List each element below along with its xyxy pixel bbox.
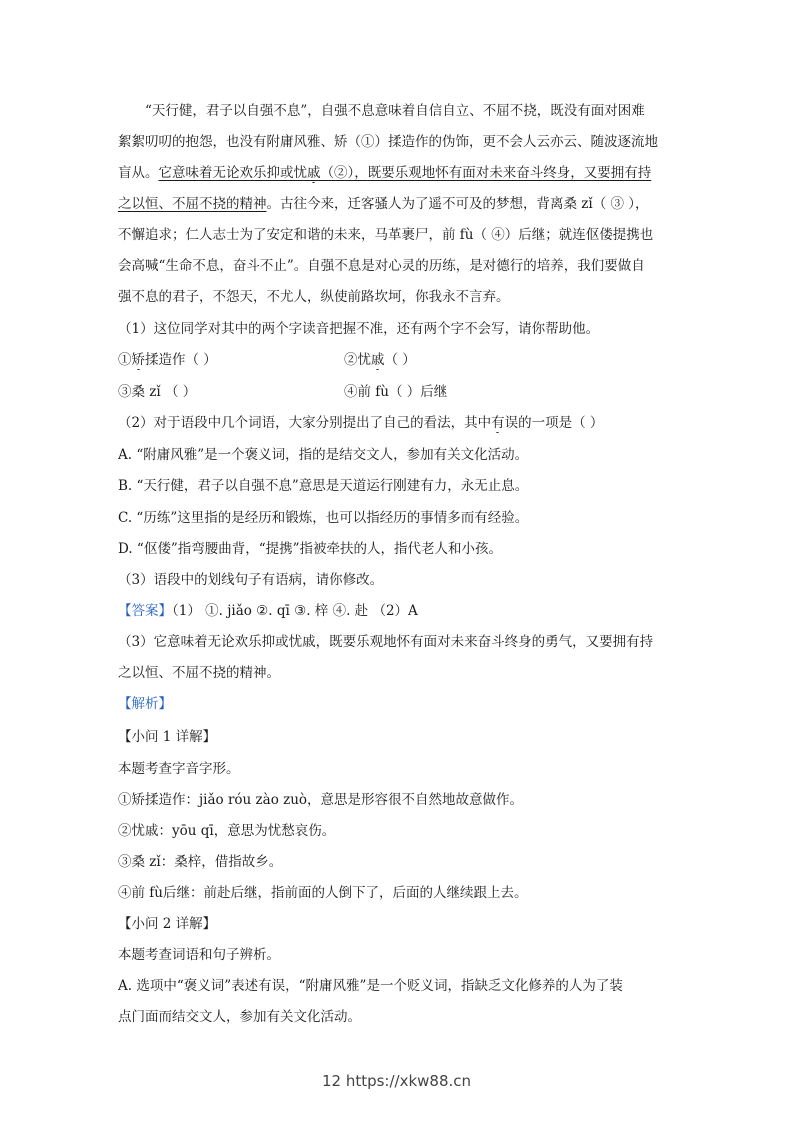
underlined-sentence-part-1: 它意味着无论欢乐抑或忧戚（②）， — [158, 165, 368, 181]
passage-line-2: 絮絮叨叨的抱怨，也没有附庸风雅、矫（①）揉造作的伪饰，更不会人云亦云、随波逐流地 — [118, 134, 658, 150]
question-2-option-c: C. “历练”这里指的是经历和锻炼，也可以指经历的事情多而有经验。 — [118, 510, 529, 526]
sub-question-1-heading: 【小问 1 详解】 — [118, 729, 217, 745]
answer-line-1: 【答案】（1） ①. jiǎo ②. qī ③. 梓 ④. 赴 （2）A — [118, 603, 418, 619]
question-2-stem: （2）对于语段中几个词语，大家分别提出了自己的看法，其中有误的一项是（ ） — [118, 415, 604, 431]
question-1-stem: （1）这位同学对其中的两个字读音把握不准，还有两个字不会写，请你帮助他。 — [118, 321, 600, 337]
explanation-2: ②忧戚：yōu qī，意思为忧愁哀伤。 — [118, 823, 336, 839]
question-1-item-d: ④前 fù（ ）后继 — [344, 384, 448, 400]
answer-line-2: （3）它意味着无论欢乐抑或忧戚，既要乐观地怀有面对未来奋斗终身的勇气，又要拥有持 — [118, 634, 654, 650]
question-2-option-d: D. “伛偻”指弯腰曲背，“提携”指被牵扶的人，指代老人和小孩。 — [118, 541, 503, 557]
sub-question-1-intro: 本题考查字音字形。 — [118, 761, 240, 777]
question-1-item-b: ②忧戚（ ） — [344, 352, 416, 368]
passage-line-5: 不懈追求；仁人志士为了安定和谐的未来，马革裹尸，前 fù（ ④）后继；就连伛偻提携也 — [118, 227, 654, 243]
sub-question-2-heading: 【小问 2 详解】 — [118, 916, 217, 932]
answer-line-3: 之以恒、不屈不挠的精神。 — [118, 665, 280, 681]
question-2-option-a: A. “附庸风雅”是一个褒义词，指的是结交文人，参加有关文化活动。 — [118, 447, 529, 463]
sub-question-2-intro: 本题考查词语和句子辨析。 — [118, 947, 280, 963]
explanation-4: ④前 fù后继：前赴后继，指前面的人倒下了，后面的人继续跟上去。 — [118, 885, 528, 901]
passage-line-3: 盲从。它意味着无论欢乐抑或忧戚（②），既要乐观地怀有面对未来奋斗终身，又要拥有持 — [118, 165, 652, 181]
passage-line-1: “天行健，君子以自强不息”，自强不息意味着自信自立、不屈不挠，既没有面对困难 — [145, 103, 645, 119]
underlined-sentence-part-3: 之以恒、不屈不挠的精神 — [118, 196, 267, 212]
question-2-option-b: B. “天行健，君子以自强不息”意思是天道运行刚建有力，永无止息。 — [118, 478, 529, 494]
question-1-item-c: ③桑 zǐ （ ） — [118, 384, 197, 400]
explanation-1: ①矫揉造作：jiǎo róu zào zuò，意思是形容很不自然地故意做作。 — [118, 792, 524, 808]
question-3-stem: （3）语段中的划线句子有语病，请你修改。 — [118, 572, 384, 588]
answer-tag: 【答案】 — [118, 603, 172, 619]
question-1-item-a: ①矫揉造作（ ） — [118, 352, 217, 368]
analysis-option-a-line-1: A. 选项中“褒义词”表述有误，“附庸风雅”是一个贬义词，指缺乏文化修养的人为了装 — [118, 978, 623, 994]
passage-line-7: 强不息的君子，不怨天，不尤人，纵使前路坎坷，你我永不言弃。 — [118, 289, 510, 305]
analysis-tag: 【解析】 — [118, 696, 172, 712]
underlined-sentence-part-2: 既要乐观地怀有面对未来奋斗终身，又要拥有持 — [367, 165, 652, 181]
passage-line-6: 会高喊“生命不息，奋斗不止”。自强不息是对心灵的历练，是对德行的培养，我们要做自 — [118, 258, 645, 274]
passage-line-4: 之以恒、不屈不挠的精神。古往今来，迁客骚人为了遥不可及的梦想，背离桑 zǐ（ ③ ）， — [118, 196, 649, 212]
explanation-3: ③桑 zǐ：桑梓，借指故乡。 — [118, 854, 283, 870]
analysis-option-a-line-2: 点门面而结交文人，参加有关文化活动。 — [118, 1009, 361, 1025]
page-footer: 12 https://xkw88.cn — [321, 1072, 472, 1090]
